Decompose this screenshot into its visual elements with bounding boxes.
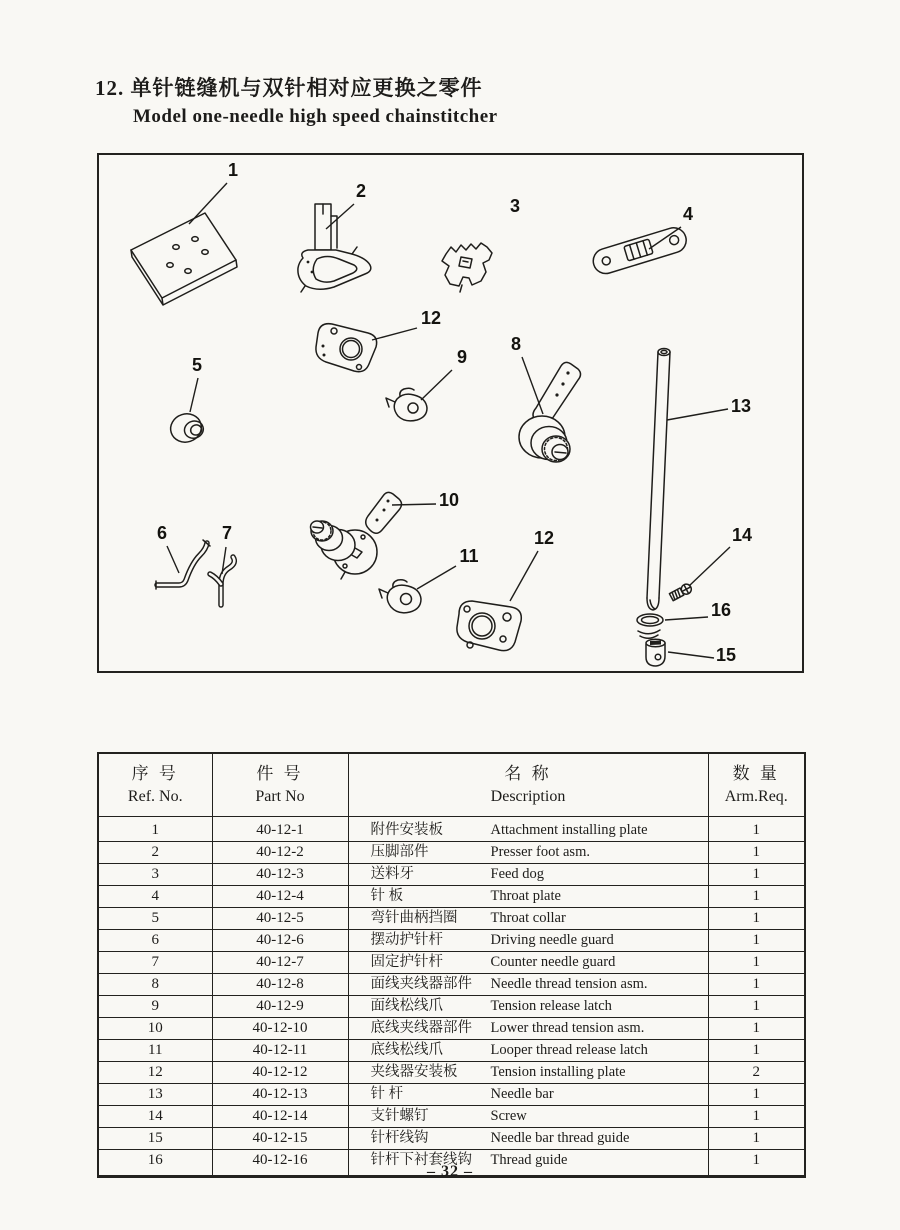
part-8-needle-thread-tension-asm [519,362,581,462]
table-row [98,864,805,886]
callout-leader-10 [392,504,436,505]
qty-cell: 1 [708,817,805,842]
callout-label-5: 5 [191,355,203,375]
qty-cell: 1 [708,974,805,996]
description-zh: 弯针曲柄挡圈 [370,910,458,926]
ref-no-cell: 12 [98,1062,212,1084]
qty-cell: 1 [708,1084,805,1106]
part-15-needle-bar-thread-guide [646,639,665,666]
part-6-driving-needle-guard [156,540,210,589]
description-en: Counter needle guard [490,954,616,970]
callout-label-16: 16 [710,600,732,620]
callout-label-9: 9 [456,347,468,367]
ref-no-cell: 1 [98,817,212,842]
col-header-ref-no [98,753,212,817]
part-12-tension-installing-plate-upper [316,324,377,372]
col-header-ref-no-zh: 序 号 [131,764,179,783]
col-header-description [348,753,708,817]
part-3-feed-dog [442,243,492,292]
description-zh: 面线夹线器部件 [370,976,472,992]
description-zh: 固定护针杆 [370,954,443,970]
table-row [98,1084,805,1106]
description-en: Looper thread release latch [490,1042,648,1058]
part-10-lower-thread-tension-asm [311,492,402,579]
part-no-cell: 40-12-12 [212,1062,348,1084]
part-no-cell: 40-12-10 [212,1018,348,1040]
ref-no-cell: 9 [98,996,212,1018]
description-en: Tension installing plate [490,1064,626,1080]
description-en: Throat plate [490,888,561,904]
part-5-throat-collar [167,410,206,447]
col-header-description-en: Description [490,788,566,805]
qty-cell: 1 [708,1150,805,1177]
col-header-ref-no-en: Ref. No. [127,788,183,805]
section-title [95,72,498,128]
callout-leader-12 [510,551,538,601]
description-zh: 底线夹线器部件 [370,1020,472,1036]
qty-cell: 1 [708,1128,805,1150]
table-row [98,952,805,974]
parts-diagram [97,153,804,673]
callout-label-15: 15 [715,645,737,665]
description-zh: 面线松线爪 [370,998,443,1014]
qty-cell: 1 [708,864,805,886]
description-en: Lower thread tension asm. [490,1020,645,1036]
part-no-cell: 40-12-13 [212,1084,348,1106]
description-cell [348,1040,708,1062]
table-row [98,1062,805,1084]
callout-leader-11 [417,566,456,589]
description-en: Throat collar [490,910,566,926]
description-cell [348,886,708,908]
qty-cell: 1 [708,996,805,1018]
description-en: Needle bar [490,1086,554,1102]
part-no-cell: 40-12-2 [212,842,348,864]
part-no-cell: 40-12-15 [212,1128,348,1150]
description-cell [348,930,708,952]
description-zh: 送料牙 [370,866,414,882]
parts-table [97,752,804,1178]
ref-no-cell: 11 [98,1040,212,1062]
callout-label-3: 3 [509,196,521,216]
description-en: Feed dog [490,866,545,882]
table-row [98,886,805,908]
description-zh: 支针螺钉 [370,1108,429,1124]
description-en: Driving needle guard [490,932,614,948]
table-row [98,1040,805,1062]
callout-leader-13 [667,409,728,420]
qty-cell: 1 [708,930,805,952]
ref-no-cell: 10 [98,1018,212,1040]
description-zh: 底线松线爪 [370,1042,443,1058]
table-row [98,930,805,952]
part-4-throat-plate [590,225,689,277]
callout-label-6: 6 [156,523,168,543]
callout-label-12: 12 [420,308,442,328]
qty-cell: 1 [708,908,805,930]
ref-no-cell: 6 [98,930,212,952]
qty-cell: 1 [708,1040,805,1062]
description-zh: 针 板 [370,888,404,904]
part-16-thread-guide [637,614,663,638]
table-row [98,1128,805,1150]
description-cell [348,996,708,1018]
description-zh: 针 杆 [370,1086,404,1102]
description-en: Needle thread tension asm. [490,976,648,992]
description-cell [348,864,708,886]
callout-leader-14 [689,547,730,586]
description-cell [348,908,708,930]
callout-label-12: 12 [533,528,555,548]
description-cell [348,952,708,974]
callout-label-2: 2 [355,181,367,201]
description-zh: 附件安装板 [370,822,443,838]
parts-diagram-box [97,153,804,673]
qty-cell: 1 [708,886,805,908]
part-no-cell: 40-12-7 [212,952,348,974]
part-no-cell: 40-12-9 [212,996,348,1018]
description-en: Needle bar thread guide [490,1130,630,1146]
callout-leader-9 [421,370,452,400]
ref-no-cell: 14 [98,1106,212,1128]
col-header-qty-zh: 数 量 [732,764,780,783]
part-no-cell: 40-12-3 [212,864,348,886]
ref-no-cell: 2 [98,842,212,864]
table-row [98,842,805,864]
qty-cell: 1 [708,1018,805,1040]
callout-leader-12 [372,328,417,340]
col-header-qty [708,753,805,817]
description-en: Presser foot asm. [490,844,590,860]
callout-leader-15 [668,652,714,658]
section-title-chinese: 12. 单针链缝机与双针相对应更换之零件 [95,76,483,100]
description-cell [348,1018,708,1040]
callout-leader-8 [522,357,543,414]
callout-leader-5 [190,378,198,412]
part-no-cell: 40-12-11 [212,1040,348,1062]
section-title-english: Model one-needle high speed chainstitcher [133,106,498,127]
description-zh: 压脚部件 [370,844,429,860]
ref-no-cell: 8 [98,974,212,996]
description-zh: 夹线器安装板 [370,1064,458,1080]
col-header-part-no [212,753,348,817]
table-row [98,1106,805,1128]
callout-label-8: 8 [510,334,522,354]
ref-no-cell: 16 [98,1150,212,1177]
table-row [98,996,805,1018]
ref-no-cell: 4 [98,886,212,908]
description-en: Tension release latch [490,998,612,1014]
ref-no-cell: 5 [98,908,212,930]
col-header-qty-en: Arm.Req. [724,788,788,805]
callout-label-4: 4 [682,204,694,224]
description-zh: 摆动护针杆 [370,932,443,948]
part-no-cell: 40-12-6 [212,930,348,952]
qty-cell: 1 [708,952,805,974]
description-cell [348,1062,708,1084]
part-no-cell: 40-12-8 [212,974,348,996]
part-no-cell: 40-12-14 [212,1106,348,1128]
callout-label-13: 13 [730,396,752,416]
description-cell [348,974,708,996]
part-no-cell: 40-12-5 [212,908,348,930]
table-row [98,817,805,842]
page-number: – 32 – [427,1163,473,1180]
part-no-cell: 40-12-16 [212,1150,348,1177]
table-row [98,974,805,996]
part-9-tension-release-latch [386,388,427,421]
description-cell [348,817,708,842]
ref-no-cell: 13 [98,1084,212,1106]
callout-label-14: 14 [731,525,753,545]
description-zh: 针杆线钩 [370,1130,429,1146]
callout-label-10: 10 [438,490,460,510]
part-1-attachment-installing-plate [131,213,237,305]
col-header-description-zh: 名 称 [504,764,552,783]
ref-no-cell: 15 [98,1128,212,1150]
callout-leader-16 [665,617,708,620]
table-row [98,908,805,930]
qty-cell: 2 [708,1062,805,1084]
part-no-cell: 40-12-1 [212,817,348,842]
callout-label-1: 1 [227,160,239,180]
part-no-cell: 40-12-4 [212,886,348,908]
part-11-looper-thread-release-latch [379,580,421,613]
description-cell [348,1084,708,1106]
qty-cell: 1 [708,1106,805,1128]
description-zh: 针杆下衬套线钩 [370,1152,472,1168]
ref-no-cell: 7 [98,952,212,974]
description-en: Screw [490,1108,527,1124]
callout-leader-6 [167,546,179,573]
part-12-tension-installing-plate-lower [457,601,521,651]
col-header-part-no-zh: 件 号 [256,764,304,783]
description-cell [348,1106,708,1128]
description-en: Thread guide [490,1152,568,1168]
description-cell [348,1128,708,1150]
callout-label-7: 7 [221,523,233,543]
col-header-part-no-en: Part No [255,788,305,805]
part-2-presser-foot [298,204,371,292]
ref-no-cell: 3 [98,864,212,886]
qty-cell: 1 [708,842,805,864]
callout-label-11: 11 [459,546,479,566]
description-cell [348,842,708,864]
description-en: Attachment installing plate [490,822,648,838]
table-row [98,1018,805,1040]
table-header-row [98,753,805,817]
part-7-counter-needle-guard [210,557,234,605]
part-13-needle-bar [647,349,670,611]
